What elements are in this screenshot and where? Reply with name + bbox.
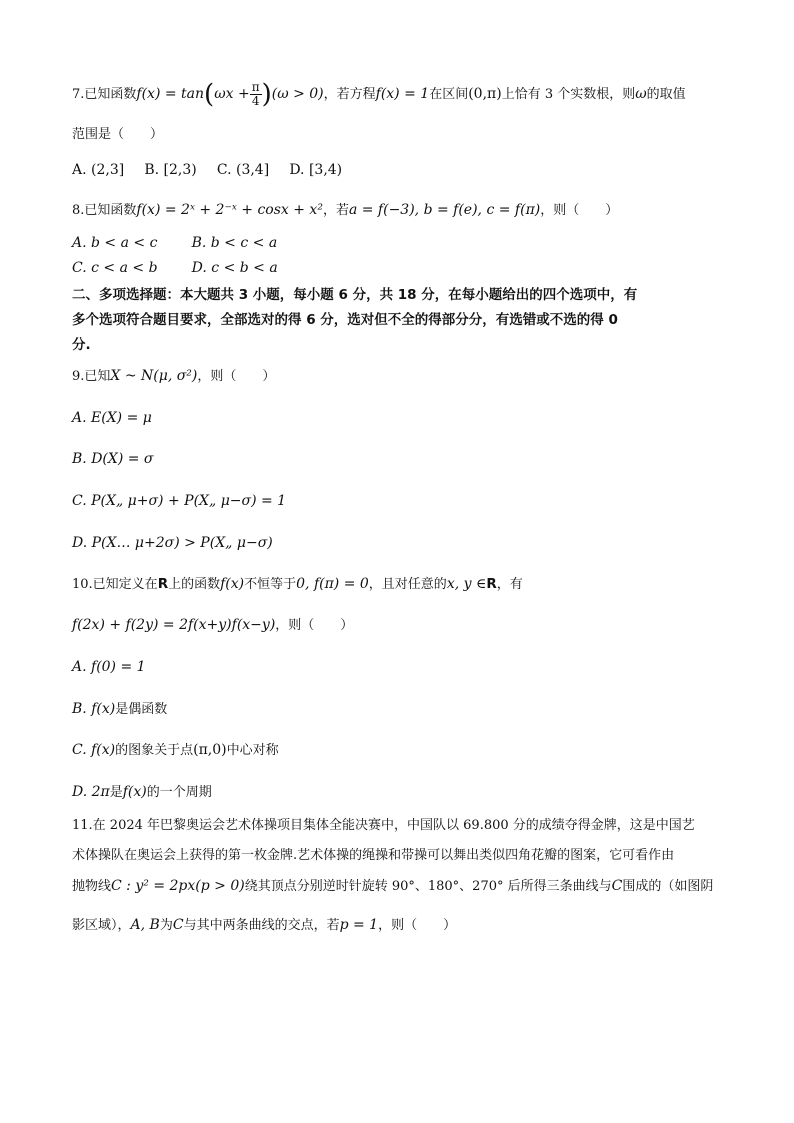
q10-optb-math: B. f(x): [72, 701, 116, 717]
q7-options: [72, 160, 358, 181]
q11-line3: [72, 876, 713, 897]
q7-fraction: [250, 81, 262, 108]
q10-optb-text: 是偶函数: [115, 702, 168, 717]
q8-formula: f(x) = 2ˣ + 2⁻ˣ + cosx + x²: [136, 202, 323, 218]
q7-cond: (ω > 0): [271, 86, 324, 102]
q7-stem: [72, 80, 686, 108]
q9-option-b: B. D(X) = σ: [72, 451, 154, 467]
q10-equation: [72, 615, 353, 636]
q11-line4: [72, 915, 456, 936]
q10-optc-math: C. f(x): [72, 742, 116, 758]
q9-prefix: 9.已知: [72, 369, 111, 384]
q7-eq: f(x) = 1: [375, 86, 430, 102]
q7-option-d: D. [3,4): [289, 162, 343, 178]
q11-line2: 术体操队在奥运会上获得的第一枚金牌.艺术体操的绳操和带操可以舞出类似四角花瓣的图案，它可看作由: [72, 848, 675, 863]
q8-options-row1: [72, 233, 293, 254]
q7-paren-open: (: [204, 79, 215, 110]
q10-mid1: 上的函数: [168, 577, 221, 592]
q10-stem: [72, 574, 523, 595]
q7-option-a: A. (2,3]: [72, 162, 125, 178]
q10-eq: f(2x) + f(2y) = 2f(x+y)f(x−y): [72, 617, 276, 633]
q11-line1: 11.在 2024 年巴黎奥运会艺术体操项目集体全能决赛中，中国队以 69.800 分的成绩夺得金牌，这是中国艺: [72, 818, 695, 833]
q10-option-b: [72, 699, 167, 720]
q11-line4-a: 影区域），: [72, 918, 131, 933]
q8-option-d: D. c < b < a: [191, 260, 278, 276]
q11-line3-d: 围成的（如图阴: [622, 879, 714, 894]
q11-parabola: C : y² = 2px(p > 0): [111, 878, 245, 894]
q8-stem: [72, 200, 618, 221]
q7-option-b: B. [2,3): [144, 162, 197, 178]
q10-eq-tail: ，则（ ）: [275, 618, 354, 633]
q7-paren-close: ): [261, 79, 272, 110]
q10-optd-text2: 的一个周期: [146, 785, 212, 800]
q8-mid: ，若: [322, 203, 349, 218]
q7-tail: 的取值: [646, 87, 686, 102]
q9-option-a: A. E(X) = μ: [72, 410, 152, 426]
q8-options-row2: [72, 258, 294, 279]
q10-prefix: 10.已知定义在: [72, 577, 158, 592]
q10-R2: R: [486, 576, 497, 592]
q10-mid2: 不恒等于: [244, 577, 297, 592]
q11-line4-ab: A, B: [130, 917, 160, 933]
q10-tail: ，有: [496, 577, 523, 592]
q10-optc-text2: 中心对称: [226, 743, 279, 758]
q9-stem: [72, 366, 275, 387]
q7-mid3: 上恰有 3 个实数根，则: [501, 87, 636, 102]
q11-line3-a: 抛物线: [72, 879, 112, 894]
q10-option-d: [72, 782, 212, 803]
q10-optc-point: (π,0): [193, 742, 227, 758]
q8-option-b: B. b < c < a: [191, 235, 278, 251]
q10-option-a: A. f(0) = 1: [72, 659, 146, 675]
q11-line4-b: 为: [159, 918, 173, 933]
q9-dist: X ~ N(μ, σ²): [110, 368, 198, 384]
q9-option-d: D. P(X… μ+2σ) > P(X„ μ−σ): [72, 535, 273, 551]
q10-optd-math: D. 2π: [72, 784, 110, 800]
q10-option-c: [72, 740, 279, 761]
q10-optd-fx: f(x): [122, 784, 147, 800]
q11-line4-d: 与其中两条曲线的交点，若: [183, 918, 340, 933]
q7-frac-den: 4: [251, 94, 260, 108]
q7-option-c: C. (3,4]: [216, 162, 270, 178]
q8-tail: ，则（ ）: [540, 203, 619, 218]
q7-inner: ωx +: [214, 86, 250, 102]
q7-prefix: 7.已知函数: [72, 87, 137, 102]
q11-line4-e: ，则（ ）: [378, 918, 457, 933]
q8-option-c: C. c < a < b: [72, 260, 158, 276]
q7-omega: ω: [635, 86, 647, 102]
q10-fx: f(x): [220, 576, 245, 592]
q11-line4-c: C: [172, 917, 184, 933]
q9-tail: ，则（ ）: [197, 369, 276, 384]
q8-prefix: 8.已知函数: [72, 203, 137, 218]
section2-line3: 分.: [72, 337, 91, 353]
q7-frac-num: π: [251, 80, 260, 94]
q10-mid3: ，且对任意的: [368, 577, 447, 592]
q11-line3-b: 绕其顶点分别逆时针旋转 90°、180°、270° 后所得三条曲线与: [244, 879, 612, 894]
q10-xy: x, y ∈: [446, 576, 487, 592]
q10-optc-text1: 的图象关于点: [115, 743, 194, 758]
q10-optd-text1: 是: [109, 785, 123, 800]
q11-line4-p: p = 1: [339, 917, 379, 933]
q7-mid2: 在区间: [429, 87, 469, 102]
q7-mid1: ，若方程: [323, 87, 376, 102]
section2-line1: 二、多项选择题：本大题共 3 小题，每小题 6 分，共 18 分，在每小题给出的四个选项中，有: [72, 287, 638, 303]
q8-option-a: A. b < a < c: [72, 235, 158, 251]
q8-assign: a = f(−3), b = f(e), c = f(π): [348, 202, 541, 218]
q7-func: f(x) = tan: [136, 86, 205, 102]
section2-line2: 多个选项符合题目要求，全部选对的得 6 分，选对但不全的得部分分，有选错或不选的得 0: [72, 312, 618, 328]
q10-cond: 0, f(π) = 0: [296, 576, 369, 592]
q7-interval: (0,π): [468, 86, 502, 102]
q10-R: R: [157, 576, 169, 592]
q7-stem-line2: 范围是（ ）: [72, 127, 164, 142]
q11-line3-c: C: [611, 878, 623, 894]
q9-option-c: C. P(X„ μ+σ) + P(X„ μ−σ) = 1: [72, 493, 287, 509]
